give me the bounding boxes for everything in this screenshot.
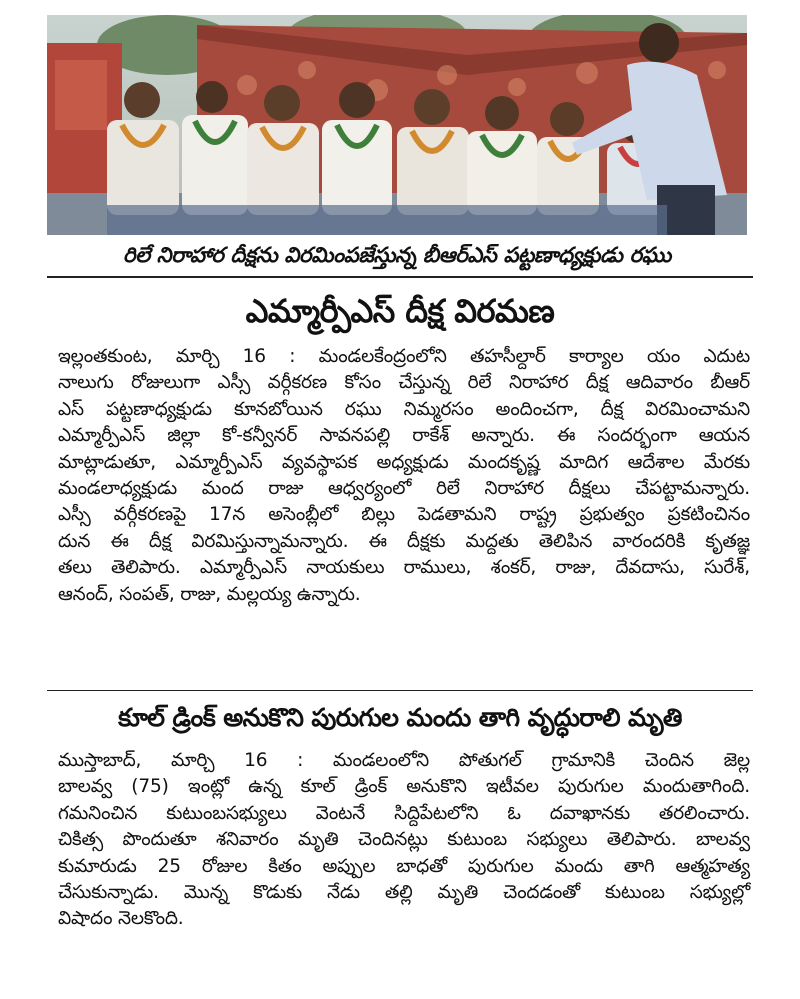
article-line: ముస్తాబాద్, మార్చి 16 : మండలంలోని పోతుగల్ గ్రామానికి చెందిన జెల్ల <box>58 750 750 771</box>
article-headline: ఎమ్మార్పీఎస్ దీక్ష విరమణ <box>245 292 555 330</box>
photo-icon <box>47 15 747 235</box>
article-line: గమనించిన కుటుంబసభ్యులు వెంటనే సిద్దిపేటలోని ఓ దవాఖానకు తరలించారు. <box>58 802 750 824</box>
photo-caption: రిలే నిరాహార దీక్షను విరమింపజేస్తున్న బీఆర్ఎస్ పట్టణాధ్యక్షుడు రఘు <box>123 243 671 267</box>
article-line: విషాదం నెలకొంది. <box>58 908 184 930</box>
article-line: మాట్లాడుతూ, ఎమ్మార్పీఎస్ వ్యవస్థాపక అధ్యక్షుడు మందకృష్ణ మాదిగ ఆదేశాల మేరకు <box>58 451 750 473</box>
article-headline: కూల్ డ్రింక్ అనుకొని పురుగుల మందు తాగి వృద్ధురాలి మృతి <box>118 703 682 732</box>
article-line: నాలుగు రోజులుగా ఎస్సీ వర్గీకరణ కోసం చేస్తున్న రిలే నిరాహార దీక్ష ఆదివారం బీఆర్ <box>58 372 750 394</box>
article-line: ఎస్సీ వర్గీకరణపై 17న అసెంబ్లీలో బిల్లు పెడతామని రాష్ట్ర ప్రభుత్వం ప్రకటించినం <box>58 504 750 526</box>
article-line: చికిత్స పొందుతూ శనివారం మృతి చెందినట్లు కుటుంబ సభ్యులు తెలిపారు. బాలవ్వ <box>58 829 750 851</box>
divider <box>47 276 753 278</box>
article-line: దున ఈ దీక్ష విరమిస్తున్నామన్నారు. ఈ దీక్షకు మద్దతు తెలిపిన వారందరికి కృతజ్ఞ <box>58 530 750 552</box>
article-line: కుమారుడు 25 రోజుల కితం అప్పుల బాధతో పురుగుల మందు తాగి ఆత్మహత్య <box>58 855 750 877</box>
article-line: తలు తెలిపారు. ఎమ్మార్పీఎస్ నాయకులు రాములు, శంకర్, రాజు, దేవదాసు, సురేశ్, <box>58 557 750 579</box>
article-body <box>58 748 750 933</box>
article-line: ఎస్ పట్టణాధ్యక్షుడు కూనబోయిన రఘు నిమ్మరసం అందించగా, దీక్ష విరమించామని <box>58 398 750 420</box>
article-line: చేసుకున్నాడు. మొన్న కొడుకు నేడు తల్లి మృతి చెందడంతో కుటుంబ సభ్యుల్లో <box>58 881 750 903</box>
article-line: ఇల్లంతకుంట, మార్చి 16 : మండలకేంద్రంలోని తహసీల్దార్ కార్యాల యం ఎదుట <box>58 346 750 367</box>
news-photo <box>47 15 747 235</box>
divider <box>47 690 753 691</box>
article-body <box>58 344 750 608</box>
article-line: మండలాధ్యక్షుడు మంద రాజు ఆధ్వర్యంలో రిలే నిరాహార దీక్షలు చేపట్టామన్నారు. <box>58 477 750 499</box>
article-line: బాలవ్వ (75) ఇంట్లో ఉన్న కూల్ డ్రింక్ అనుకొని ఇటీవల పురుగుల మందుతాగింది. <box>58 776 750 798</box>
article-line: ఎమ్మార్పీఎస్ జిల్లా కో-కన్వీనర్ సావనపల్లి రాకేశ్ అన్నారు. ఈ సందర్భంగా ఆయన <box>58 425 750 447</box>
article-line: ఆనంద్, సంపత్, రాజు, మల్లయ్య ఉన్నారు. <box>58 583 361 605</box>
